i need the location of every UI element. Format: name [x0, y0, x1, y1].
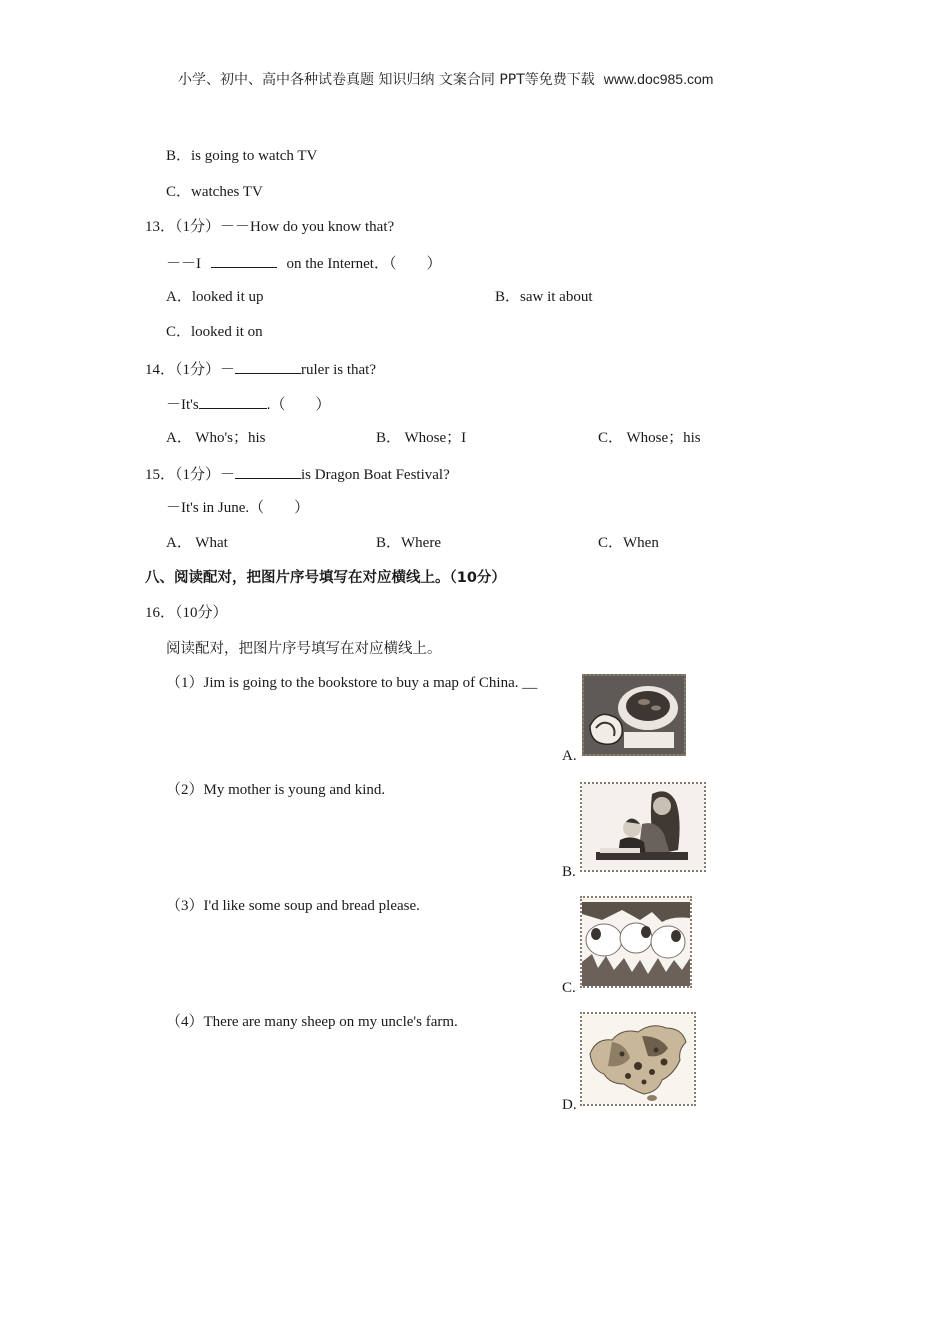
mother-child-illustration [582, 784, 704, 870]
page-header [178, 69, 713, 89]
q16-instruction: 阅读配对，把图片序号填写在对应横线上。 [166, 641, 442, 657]
q13-blank [211, 252, 277, 268]
q15-stem [145, 463, 450, 485]
header-url: www.doc985.com [603, 71, 714, 87]
q16-stem: 16．（10分） [145, 605, 228, 621]
q13-option-a: A．looked it up [166, 289, 264, 305]
q14-answer-pre: －It's [166, 397, 199, 413]
q14-stem-pre: 14．（1分）－ [145, 362, 236, 378]
picture-c-sheep [580, 896, 692, 988]
q15-option-b: B．Where [376, 535, 441, 551]
q15-option-c: C．When [598, 535, 659, 551]
q13-option-b: B．saw it about [495, 289, 593, 305]
q15-stem-pre: 15．（1分）－ [145, 467, 236, 483]
section-8-title: 八、阅读配对，把图片序号填写在对应横线上。（10分） [145, 570, 506, 586]
q16-item-1: （1）Jim is going to the bookstore to buy a map of China. __ [166, 675, 538, 691]
q14-stem-post: ruler is that? [301, 362, 376, 378]
sheep-illustration [582, 898, 690, 986]
q16-item-2: （2）My mother is young and kind. [166, 782, 386, 798]
q16-item-4: （4）There are many sheep on my uncle's farm. [166, 1014, 458, 1030]
q12-option-b: B．is going to watch TV [166, 148, 318, 164]
pic-label-b: B. [562, 864, 576, 880]
pic-label-c: C. [562, 980, 576, 996]
q13-answer-post: on the Internet．（ ） [286, 256, 442, 272]
china-map-illustration [582, 1014, 694, 1104]
q15-stem-post: is Dragon Boat Festival? [301, 467, 450, 483]
q14-stem [145, 358, 376, 380]
q14-option-a: A． Who's；his [166, 430, 266, 446]
pic-label-a: A. [562, 748, 577, 764]
header-text: 小学、初中、高中各种试卷真题 知识归纳 文案合同 PPT等免费下载 [178, 72, 595, 88]
picture-a-soup-bread [582, 674, 686, 756]
q15-answer: －It's in June.（ ） [166, 500, 310, 516]
picture-b-mother-child [580, 782, 706, 872]
q14-answer-post: .（ ） [266, 397, 331, 413]
q13-answer-line [166, 252, 441, 274]
picture-d-china-map [580, 1012, 696, 1106]
q13-option-c: C．looked it on [166, 324, 263, 340]
q13-answer-pre: －－I [166, 256, 201, 272]
q14-option-b: B． Whose；I [376, 430, 467, 446]
q14-blank-2 [199, 393, 267, 409]
q16-item-3: （3）I'd like some soup and bread please. [166, 898, 420, 914]
q14-blank-1 [235, 358, 301, 374]
q12-option-c: C．watches TV [166, 184, 263, 200]
q14-option-c: C． Whose；his [598, 430, 701, 446]
q13-stem: 13．（1分）－－How do you know that? [145, 219, 395, 235]
q15-option-a: A． What [166, 535, 228, 551]
q15-blank [235, 463, 301, 479]
soup-bread-illustration [584, 676, 684, 754]
q14-answer-line [166, 393, 330, 415]
pic-label-d: D. [562, 1097, 577, 1113]
